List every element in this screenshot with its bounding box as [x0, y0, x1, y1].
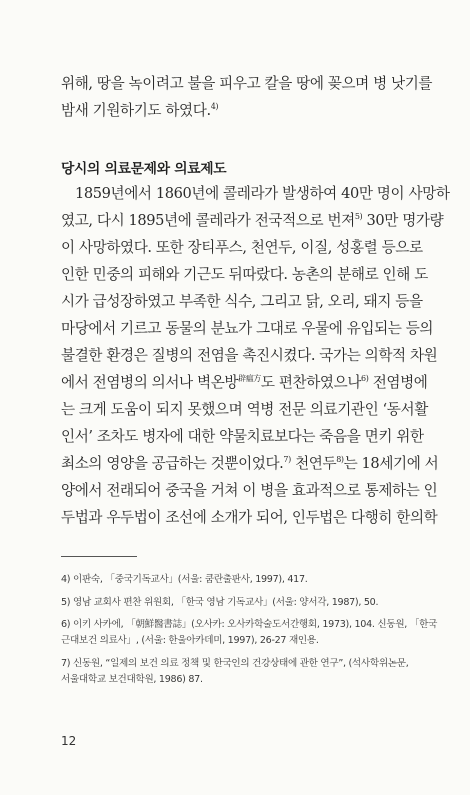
paragraph-line: 위해, 땅을 녹이려고 불을 피우고 칼을 땅에 꽂으며 병 낫기를	[61, 75, 433, 92]
paragraph-line: 불결한 환경은 질병의 전염을 촉진시켰다. 국가는 의학적 차원	[61, 347, 438, 364]
paragraph-line: 마당에서 기르고 동물의 분뇨가 그대로 우물에 유입되는 등의	[61, 320, 434, 337]
paragraph-line: 인한 민중의 피해와 기근도 뒤따랐다. 농촌의 분해로 인해 도	[61, 266, 428, 283]
paragraph-line: 는 크게 도움이 되지 못했으며 역병 전문 의료기관인 ‘동서활	[61, 401, 428, 418]
footnote-ref[interactable]: 6)	[361, 374, 369, 383]
footnote: 7) 신동원, “일제의 보건 의료 정책 및 한국인의 건강상태에 관한 연구”, (석사학위논문,	[61, 658, 409, 669]
footnote-ref[interactable]: 5)	[354, 212, 363, 221]
footnote-divider	[61, 556, 137, 557]
paragraph-line: 인서’ 조차도 병자에 대한 약물치료보다는 죽음을 면키 위한	[61, 428, 424, 445]
paragraph-line: 최소의 영양을 공급하는 것뿐이었다.$^{7)}$ 천연두$^{8)}$는 18세기에 서	[61, 455, 439, 472]
paragraph-line: 시가 급성장하였고 부족한 식수, 그리고 닭, 오리, 돼지 등을	[61, 293, 423, 310]
footnote-ref[interactable]: 8)	[336, 455, 344, 464]
footnote-ref[interactable]: 4)	[210, 102, 219, 111]
footnote-ref[interactable]: 7)	[283, 455, 291, 464]
footnote: 근대보건 의료사」, (서울: 한울아카데미, 1997), 26-27 재인용.	[61, 635, 319, 646]
footnote: 서울대학교 보건대학원, 1986) 87.	[61, 674, 203, 685]
paragraph-line: 이 사망하였다. 또한 장티푸스, 천연두, 이질, 성홍렬 등으로	[61, 239, 423, 256]
footnote: 5) 영남 교회사 편찬 위원회, 「한국 영남 기독교사」(서울: 양서각, 1987), 50.	[61, 597, 379, 608]
paragraph-line: 1859년에서 1860년에 콜레라가 발생하여 40만 명이 사망하	[75, 185, 450, 202]
paragraph-line: 에서 전염병의 의서나 벽온방$^{辟瘟方}$도 편찬하였으나$^{6)}$ 전염병에	[61, 374, 428, 391]
page-number: 12	[61, 734, 77, 748]
paragraph-line: 밤새 기원하기도 하였다.$^{4)}$	[61, 102, 219, 119]
section-heading: 당시의 의료문제와 의료제도	[61, 161, 227, 177]
footnote: 6) 이키 사카에, 「朝鮮醫書誌」(오사카: 오사카학술도서간행회, 1973), 104. 신동원, 「한국	[61, 619, 438, 630]
paragraph-line: 두법과 우두법이 조선에 소개가 되어, 인두법은 다행히 한의학	[61, 509, 438, 526]
footnote: 4) 이판숙, 「중국기독교사」(서울: 쿰란출판사, 1997), 417.	[61, 574, 308, 585]
paragraph-line: 양에서 전래되어 중국을 거쳐 이 병을 효과적으로 통제하는 인	[61, 482, 438, 499]
paragraph-line: 였고, 다시 1895년에 콜레라가 전국적으로 번져$^{5)}$ 30만 명가량	[61, 212, 444, 229]
hanja-gloss: 辟瘟方	[238, 374, 261, 383]
